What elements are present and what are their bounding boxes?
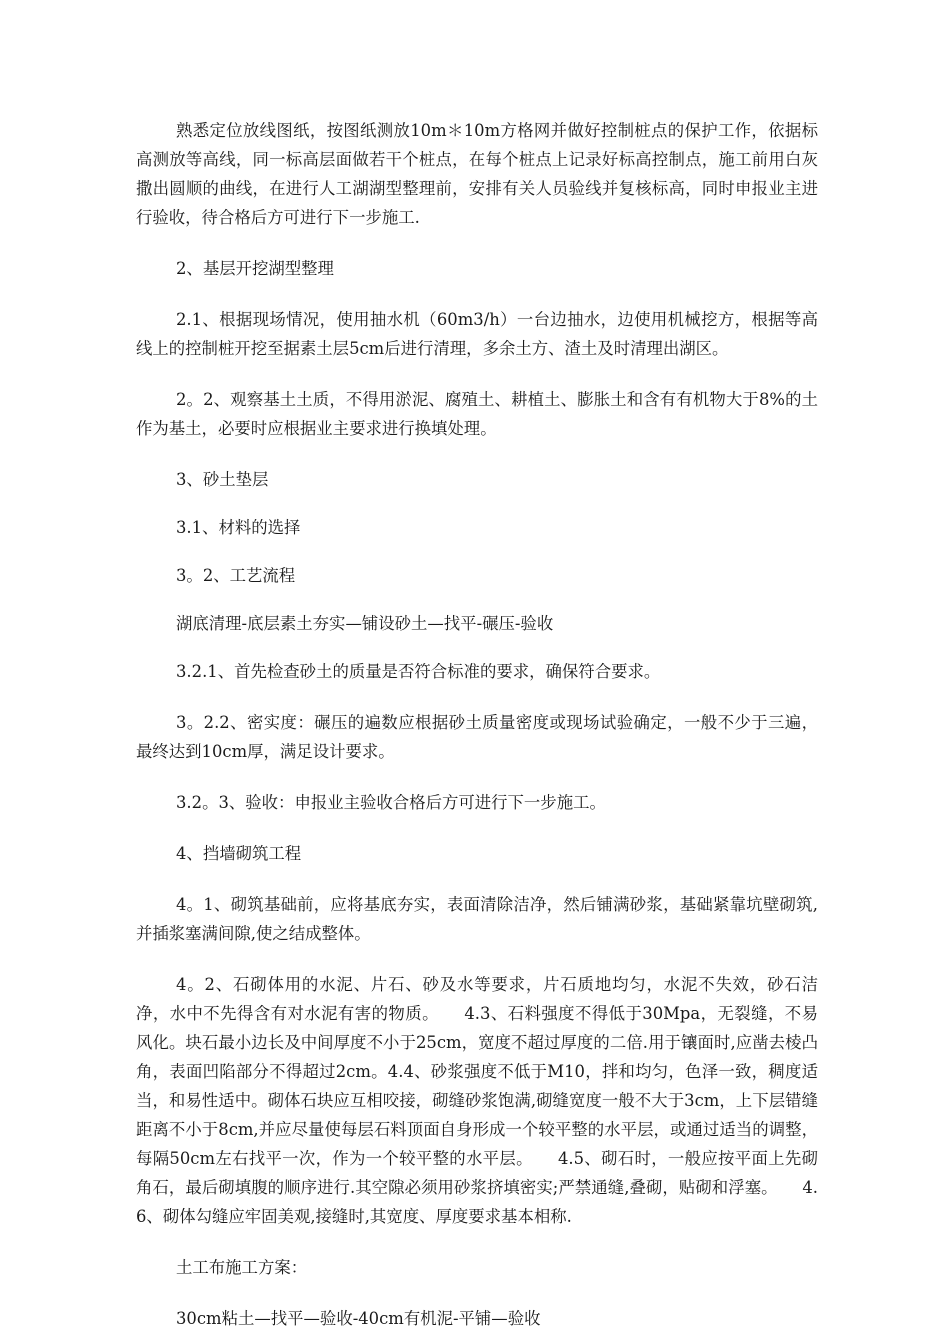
paragraph-2-1: 2.1、根据现场情况，使用抽水机（60m3/h）一台边抽水，边使用机械挖方，根据等高线上的控制桩开挖至据素土层5cm后进行清理，多余土方、渣土及时清理出湖区。 [136,310,818,358]
paragraph-4-2-to-4-6: 4。2、石砌体用的水泥、片石、砂及水等要求，片石质地均匀，水泥不失效，砂石洁净，水中不先得含有对水泥有害的物质。 4.3、石料强度不得低于30Mpa，无裂缝，不易风化。块石最小边长及中间厚度不小于25cm，宽度不超过厚度的二倍.用于镶面时,应凿去棱凸角，表面凹陷部分不得超过2cm。4.4、砂浆强度不低于M10，拌和均匀，色泽一致，稠度适当，和易性适中。砌体石块应互相咬接，砌缝砂浆饱满,砌缝宽度一般不大于3cm，上下层错缝距离不小于8cm,并应尽量使每层石料顶面自身形成一个较平整的水平层，或通过适当的调整，每隔50cm左右找平一次，作为一个较平整的水平层。 4.5、砌石时，一般应按平面上先砌角石，最后砌填腹的顺序进行.其空隙必须用砂浆挤填密实;严禁通缝,叠砌，贴砌和浮塞。 4.6、砌体勾缝应牢固美观,接缝时,其宽度、厚度要求基本相称. [136,975,818,1226]
paragraph-geotextile-flow: 30cm粘土—找平—验收-40cm有机泥-平铺—验收 [176,1309,541,1328]
heading-base-excavation: 2、基层开挖湖型整理 [176,259,334,278]
paragraph-4-1: 4。1、砌筑基础前，应将基底夯实，表面清除洁净，然后铺满砂浆，基础紧靠坑壁砌筑,并插浆塞满间隙,使之结成整体。 [136,895,818,943]
paragraph-3-2-2: 3。2.2、密实度：碾压的遍数应根据砂土质量密度或现场试验确定，一般不少于三遍，最终达到10cm厚，满足设计要求。 [136,713,818,761]
heading-retaining-wall: 4、挡墙砌筑工程 [176,844,302,863]
heading-geotextile-plan: 土工布施工方案： [176,1258,308,1277]
document-body [136,116,818,1333]
heading-sand-cushion: 3、砂土垫层 [176,470,269,489]
heading-3-2: 3。2、工艺流程 [176,566,296,585]
paragraph-layout-survey: 熟悉定位放线图纸，按图纸测放10m＊10m方格网并做好控制桩点的保护工作，依据标高测放等高线，同一标高层面做若干个桩点，在每个桩点上记录好标高控制点，施工前用白灰撒出圆顺的曲线，在进行人工湖湖型整理前，安排有关人员验线并复核标高，同时申报业主进行验收，待合格后方可进行下一步施工. [136,121,818,227]
paragraph-3-2-3: 3.2。3、验收：申报业主验收合格后方可进行下一步施工。 [176,793,606,812]
paragraph-3-2-1: 3.2.1、首先检查砂土的质量是否符合标准的要求，确保符合要求。 [176,662,661,681]
paragraph-2-2: 2。2、观察基土土质，不得用淤泥、腐殖土、耕植土、膨胀土和含有有机物大于8%的土作为基土，必要时应根据业主要求进行换填处理。 [136,390,818,438]
heading-3-1: 3.1、材料的选择 [176,518,301,537]
paragraph-process-flow: 湖底清理-底层素土夯实—铺设砂土—找平-碾压-验收 [176,614,554,633]
